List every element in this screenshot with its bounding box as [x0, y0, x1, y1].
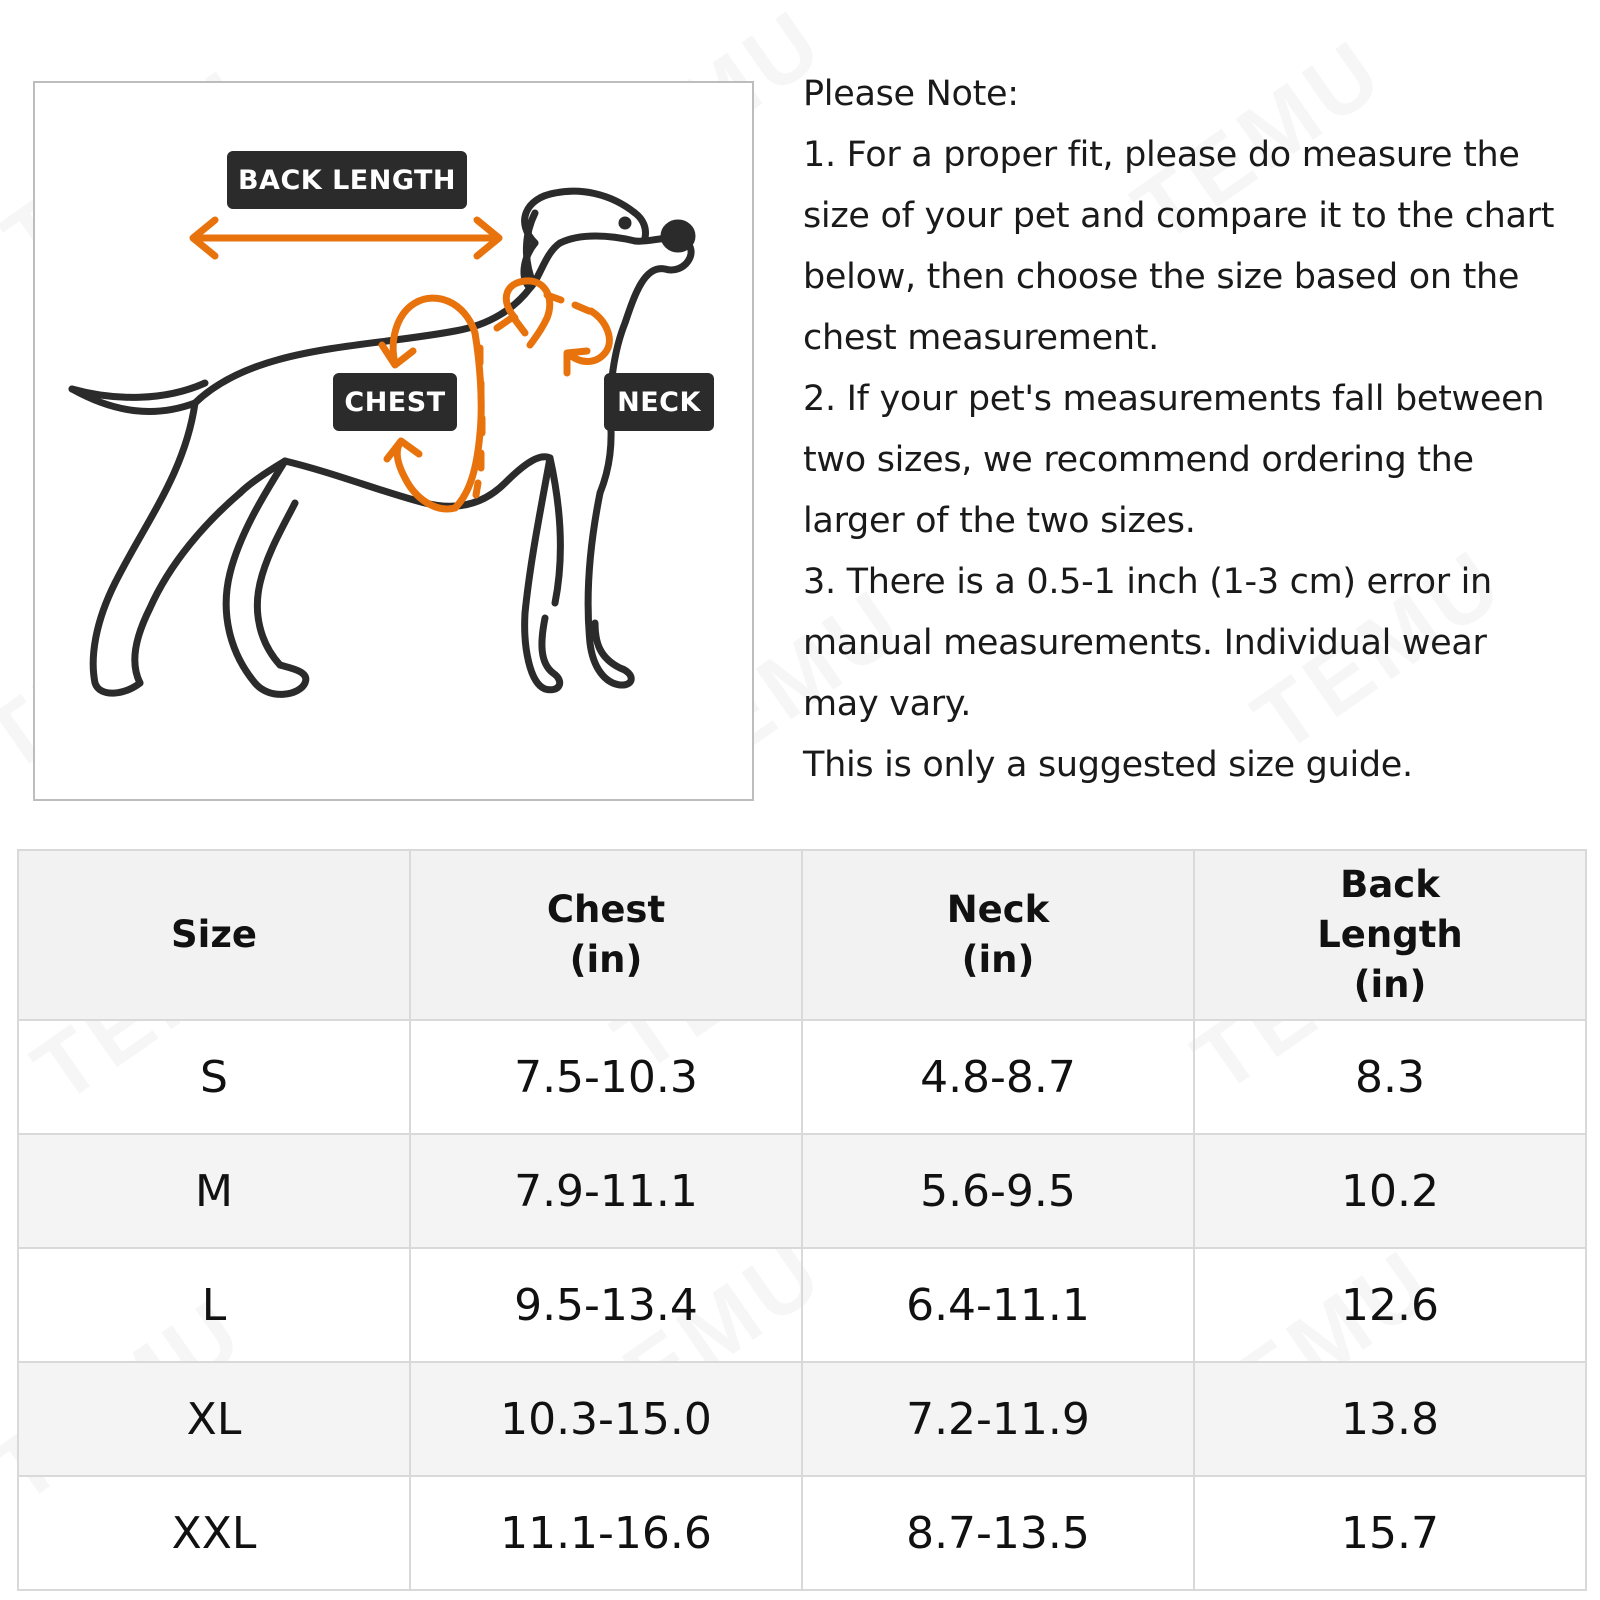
neck-label: NECK — [604, 373, 714, 431]
notes-line: larger of the two sizes. — [803, 501, 1196, 541]
cell-neck: 6.4-11.1 — [802, 1248, 1194, 1362]
notes-line: size of your pet and compare it to the chart — [803, 196, 1555, 236]
table-row — [18, 1362, 1586, 1476]
table-row — [18, 1476, 1586, 1590]
notes-line: below, then choose the size based on the — [803, 257, 1520, 297]
cell-neck: 7.2-11.9 — [802, 1362, 1194, 1476]
cell-chest: 11.1-16.6 — [410, 1476, 802, 1590]
cell-back-length: 15.7 — [1194, 1476, 1586, 1590]
header-chest: Chest (in) — [410, 850, 802, 1020]
chest-label: CHEST — [333, 373, 457, 431]
neck-measure-loop — [497, 281, 609, 373]
dog-outline — [72, 191, 692, 694]
cell-back-length: 13.8 — [1194, 1362, 1586, 1476]
notes-line: manual measurements. Individual wear — [803, 623, 1487, 663]
cell-neck: 8.7-13.5 — [802, 1476, 1194, 1590]
notes-line: may vary. — [803, 684, 972, 724]
back-length-arrow — [193, 220, 499, 256]
notes-line: 2. If your pet's measurements fall between — [803, 379, 1545, 419]
cell-chest: 7.9-11.1 — [410, 1134, 802, 1248]
cell-size: M — [18, 1134, 410, 1248]
cell-chest: 7.5-10.3 — [410, 1020, 802, 1134]
cell-size: S — [18, 1020, 410, 1134]
cell-neck: 5.6-9.5 — [802, 1134, 1194, 1248]
table-header-row — [18, 850, 1586, 1020]
header-neck: Neck (in) — [802, 850, 1194, 1020]
cell-size: XL — [18, 1362, 410, 1476]
size-chart-table — [17, 849, 1587, 1591]
cell-back-length: 8.3 — [1194, 1020, 1586, 1134]
cell-chest: 9.5-13.4 — [410, 1248, 802, 1362]
header-size: Size — [18, 850, 410, 1020]
cell-chest: 10.3-15.0 — [410, 1362, 802, 1476]
notes-line: This is only a suggested size guide. — [803, 745, 1413, 785]
cell-size: L — [18, 1248, 410, 1362]
dog-measurement-diagram — [33, 81, 754, 801]
notes-heading: Please Note: — [803, 74, 1019, 114]
cell-back-length: 12.6 — [1194, 1248, 1586, 1362]
cell-size: XXL — [18, 1476, 410, 1590]
cell-neck: 4.8-8.7 — [802, 1020, 1194, 1134]
table-row — [18, 1020, 1586, 1134]
header-back-length: Back Length (in) — [1194, 850, 1586, 1020]
table-row — [18, 1248, 1586, 1362]
notes-line: two sizes, we recommend ordering the — [803, 440, 1474, 480]
notes-line: 3. There is a 0.5-1 inch (1-3 cm) error in — [803, 562, 1492, 602]
table-row — [18, 1134, 1586, 1248]
sizing-notes — [803, 64, 1593, 796]
cell-back-length: 10.2 — [1194, 1134, 1586, 1248]
back-length-label: BACK LENGTH — [227, 151, 467, 209]
notes-line: chest measurement. — [803, 318, 1159, 358]
notes-line: 1. For a proper fit, please do measure the — [803, 135, 1520, 175]
